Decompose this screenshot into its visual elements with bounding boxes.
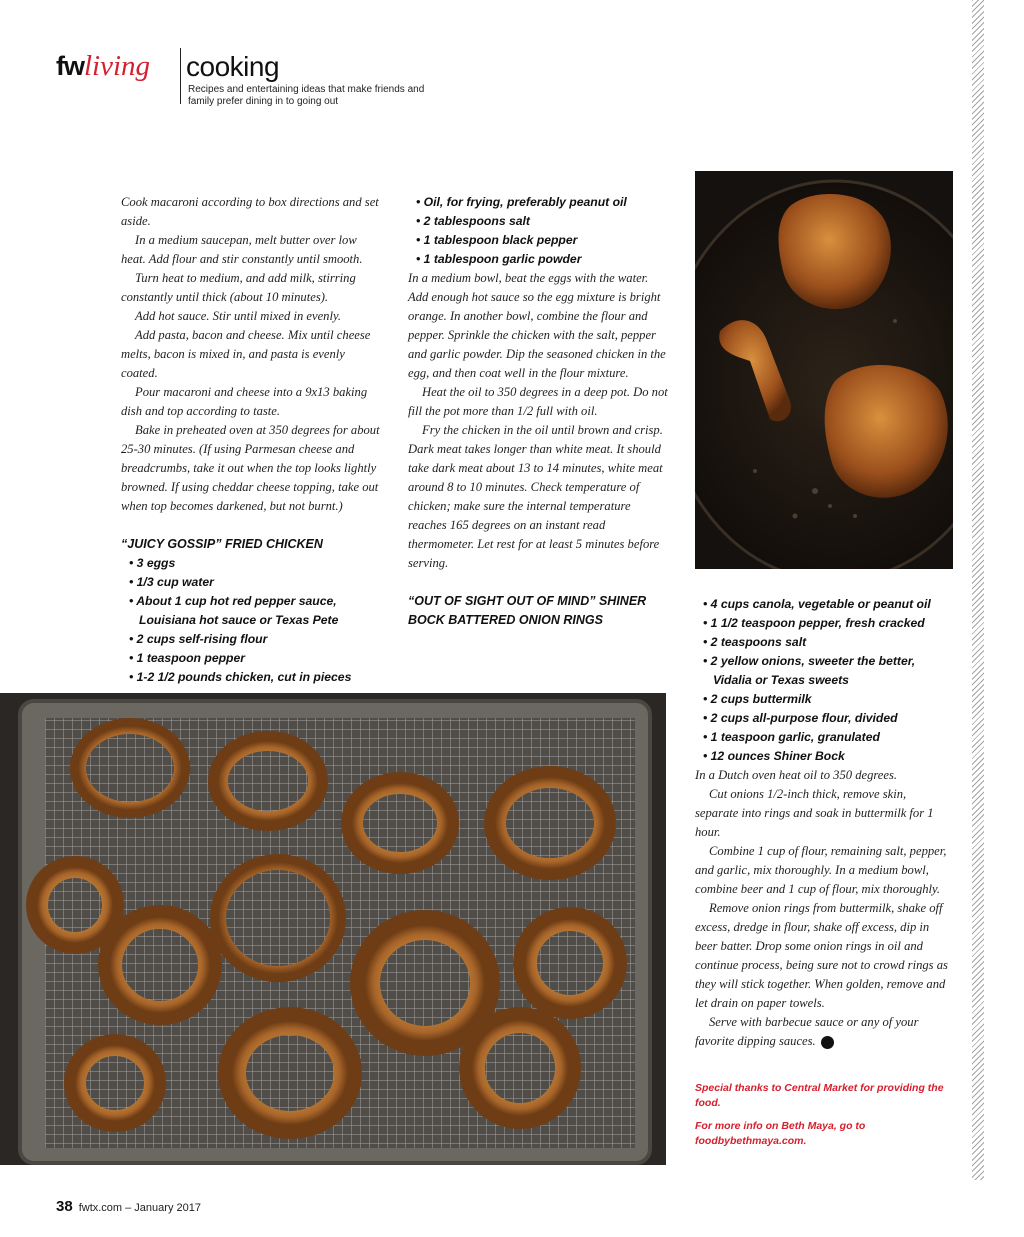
chicken-step-1: In a medium bowl, beat the eggs with the water. Add enough hot sauce so the egg mixture is bright orange. In another bowl, combine the flour and pepper. Sprinkle the chicken with the salt, pepper and garlic powder. Dip the seasoned chicken in the egg, and then coat well in the flour mixture.: [408, 271, 666, 380]
onion-rings-recipe-title: “OUT OF SIGHT OUT OF MIND” SHINER BOCK BATTERED ONION RINGS: [408, 594, 647, 627]
ingredient-item: • 4 cups canola, vegetable or peanut oil: [695, 595, 950, 614]
ingredient-item: • 2 cups self-rising flour: [121, 630, 383, 649]
chicken-ingredients-list-continued: [408, 193, 668, 269]
ingredient-item: • 12 ounces Shiner Bock: [695, 747, 950, 766]
rings-step-5: [695, 1013, 950, 1051]
section-title: cooking: [186, 51, 280, 82]
onion-rings-photo: [0, 693, 666, 1165]
fried-chicken-photo: [695, 171, 953, 569]
column-3: [695, 595, 950, 1149]
header-divider: [180, 48, 181, 104]
fried-chicken-illustration: [695, 171, 953, 569]
fw-end-mark-icon: fw: [821, 1036, 834, 1049]
column-2: [408, 193, 668, 630]
mac-step-7: Bake in preheated oven at 350 degrees for about 25-30 minutes. (If using Parmesan cheese and breadcrumbs, take it out when the top looks lightly browned. If using cheddar cheese topping, take out when top becomes darkened, but not burnt.): [121, 423, 380, 513]
column-1: [121, 193, 383, 687]
mac-step-6: Pour macaroni and cheese into a 9x13 baking dish and top according to taste.: [121, 385, 368, 418]
ingredient-item: • 3 eggs: [121, 554, 383, 573]
brand-living: living: [84, 50, 151, 82]
rings-step-4: Remove onion rings from buttermilk, shake off excess, dredge in flour, shake off excess, dip in beer batter. Drop some onion rings in oil and continue process, being sure not to crowd rings as they will stick together. When golden, remove and let drain on paper towels.: [695, 901, 948, 1010]
ingredient-item: • About 1 cup hot red pepper sauce, Louisiana hot sauce or Texas Pete: [121, 592, 383, 630]
ingredient-item: • 1 1/2 teaspoon pepper, fresh cracked: [695, 614, 950, 633]
credit-more-info: For more info on Beth Maya, go to foodbybethmaya.com.: [695, 1120, 866, 1147]
rings-step-1: In a Dutch oven heat oil to 350 degrees.: [695, 768, 898, 782]
onion-rings-illustration: [0, 693, 666, 1165]
ingredient-item: • 1-2 1/2 pounds chicken, cut in pieces: [121, 668, 383, 687]
chicken-recipe-title: “JUICY GOSSIP” FRIED CHICKEN: [121, 537, 323, 551]
ingredient-item: • 2 cups buttermilk: [695, 690, 950, 709]
ingredient-item: • 1 teaspoon pepper: [121, 649, 383, 668]
chicken-step-3: Fry the chicken in the oil until brown and crisp. Dark meat takes longer than white meat. It should take dark meat about 13 to 14 minutes, white meat around 8 to 10 minutes. Check temperature of chicken; make sure the internal temperature reaches 165 degrees on an instant read thermometer. Let rest for at least 5 minutes before serving.: [408, 423, 663, 570]
rings-step-5-text: Serve with barbecue sauce or any of your favorite dipping sauces.: [695, 1015, 919, 1048]
page-footer: [56, 1198, 201, 1215]
ingredient-item: • 1 tablespoon black pepper: [408, 231, 668, 250]
mac-step-1: Cook macaroni according to box directions and set aside.: [121, 195, 379, 228]
mac-step-5: Add pasta, bacon and cheese. Mix until cheese melts, bacon is mixed in, and pasta is evenly coated.: [121, 328, 371, 380]
rings-step-2: Cut onions 1/2-inch thick, remove skin, separate into rings and soak in buttermilk for 1 hour.: [695, 787, 934, 839]
ingredient-item: • 2 tablespoons salt: [408, 212, 668, 231]
ingredient-item: • 2 cups all-purpose flour, divided: [695, 709, 950, 728]
decorative-page-edge: [972, 0, 984, 1180]
ingredient-item: • 1/3 cup water: [121, 573, 383, 592]
ingredient-item: • 1 teaspoon garlic, granulated: [695, 728, 950, 747]
credit-thanks: Special thanks to Central Market for providing the food.: [695, 1082, 944, 1109]
ingredient-item: • 1 tablespoon garlic powder: [408, 250, 668, 269]
mac-step-4: Add hot sauce. Stir until mixed in evenly.: [135, 309, 342, 323]
mac-step-2: In a medium saucepan, melt butter over low heat. Add flour and stir constantly until smooth.: [121, 233, 363, 266]
brand-fw: fw: [56, 51, 84, 81]
page-number: 38: [56, 1198, 73, 1215]
section-tagline: Recipes and entertaining ideas that make friends and family prefer dining in to going out: [188, 84, 425, 107]
onion-rings-ingredients-list: [695, 595, 950, 766]
chicken-ingredients-list: [121, 554, 383, 687]
footer-text: fwtx.com – January 2017: [78, 1202, 201, 1214]
brand-logo: [56, 50, 150, 90]
ingredient-item: • 2 teaspoons salt: [695, 633, 950, 652]
ingredient-item: • Oil, for frying, preferably peanut oil: [408, 193, 668, 212]
rings-step-3: Combine 1 cup of flour, remaining salt, pepper, and garlic, mix thoroughly. In a medium bowl, combine beer and 1 cup of flour, mix thoroughly.: [695, 844, 947, 896]
mac-step-3: Turn heat to medium, and add milk, stirring constantly until thick (about 10 minutes).: [121, 271, 356, 304]
chicken-step-2: Heat the oil to 350 degrees in a deep pot. Do not fill the pot more than 1/2 full with oil.: [408, 385, 668, 418]
ingredient-item: • 2 yellow onions, sweeter the better, Vidalia or Texas sweets: [695, 652, 950, 690]
